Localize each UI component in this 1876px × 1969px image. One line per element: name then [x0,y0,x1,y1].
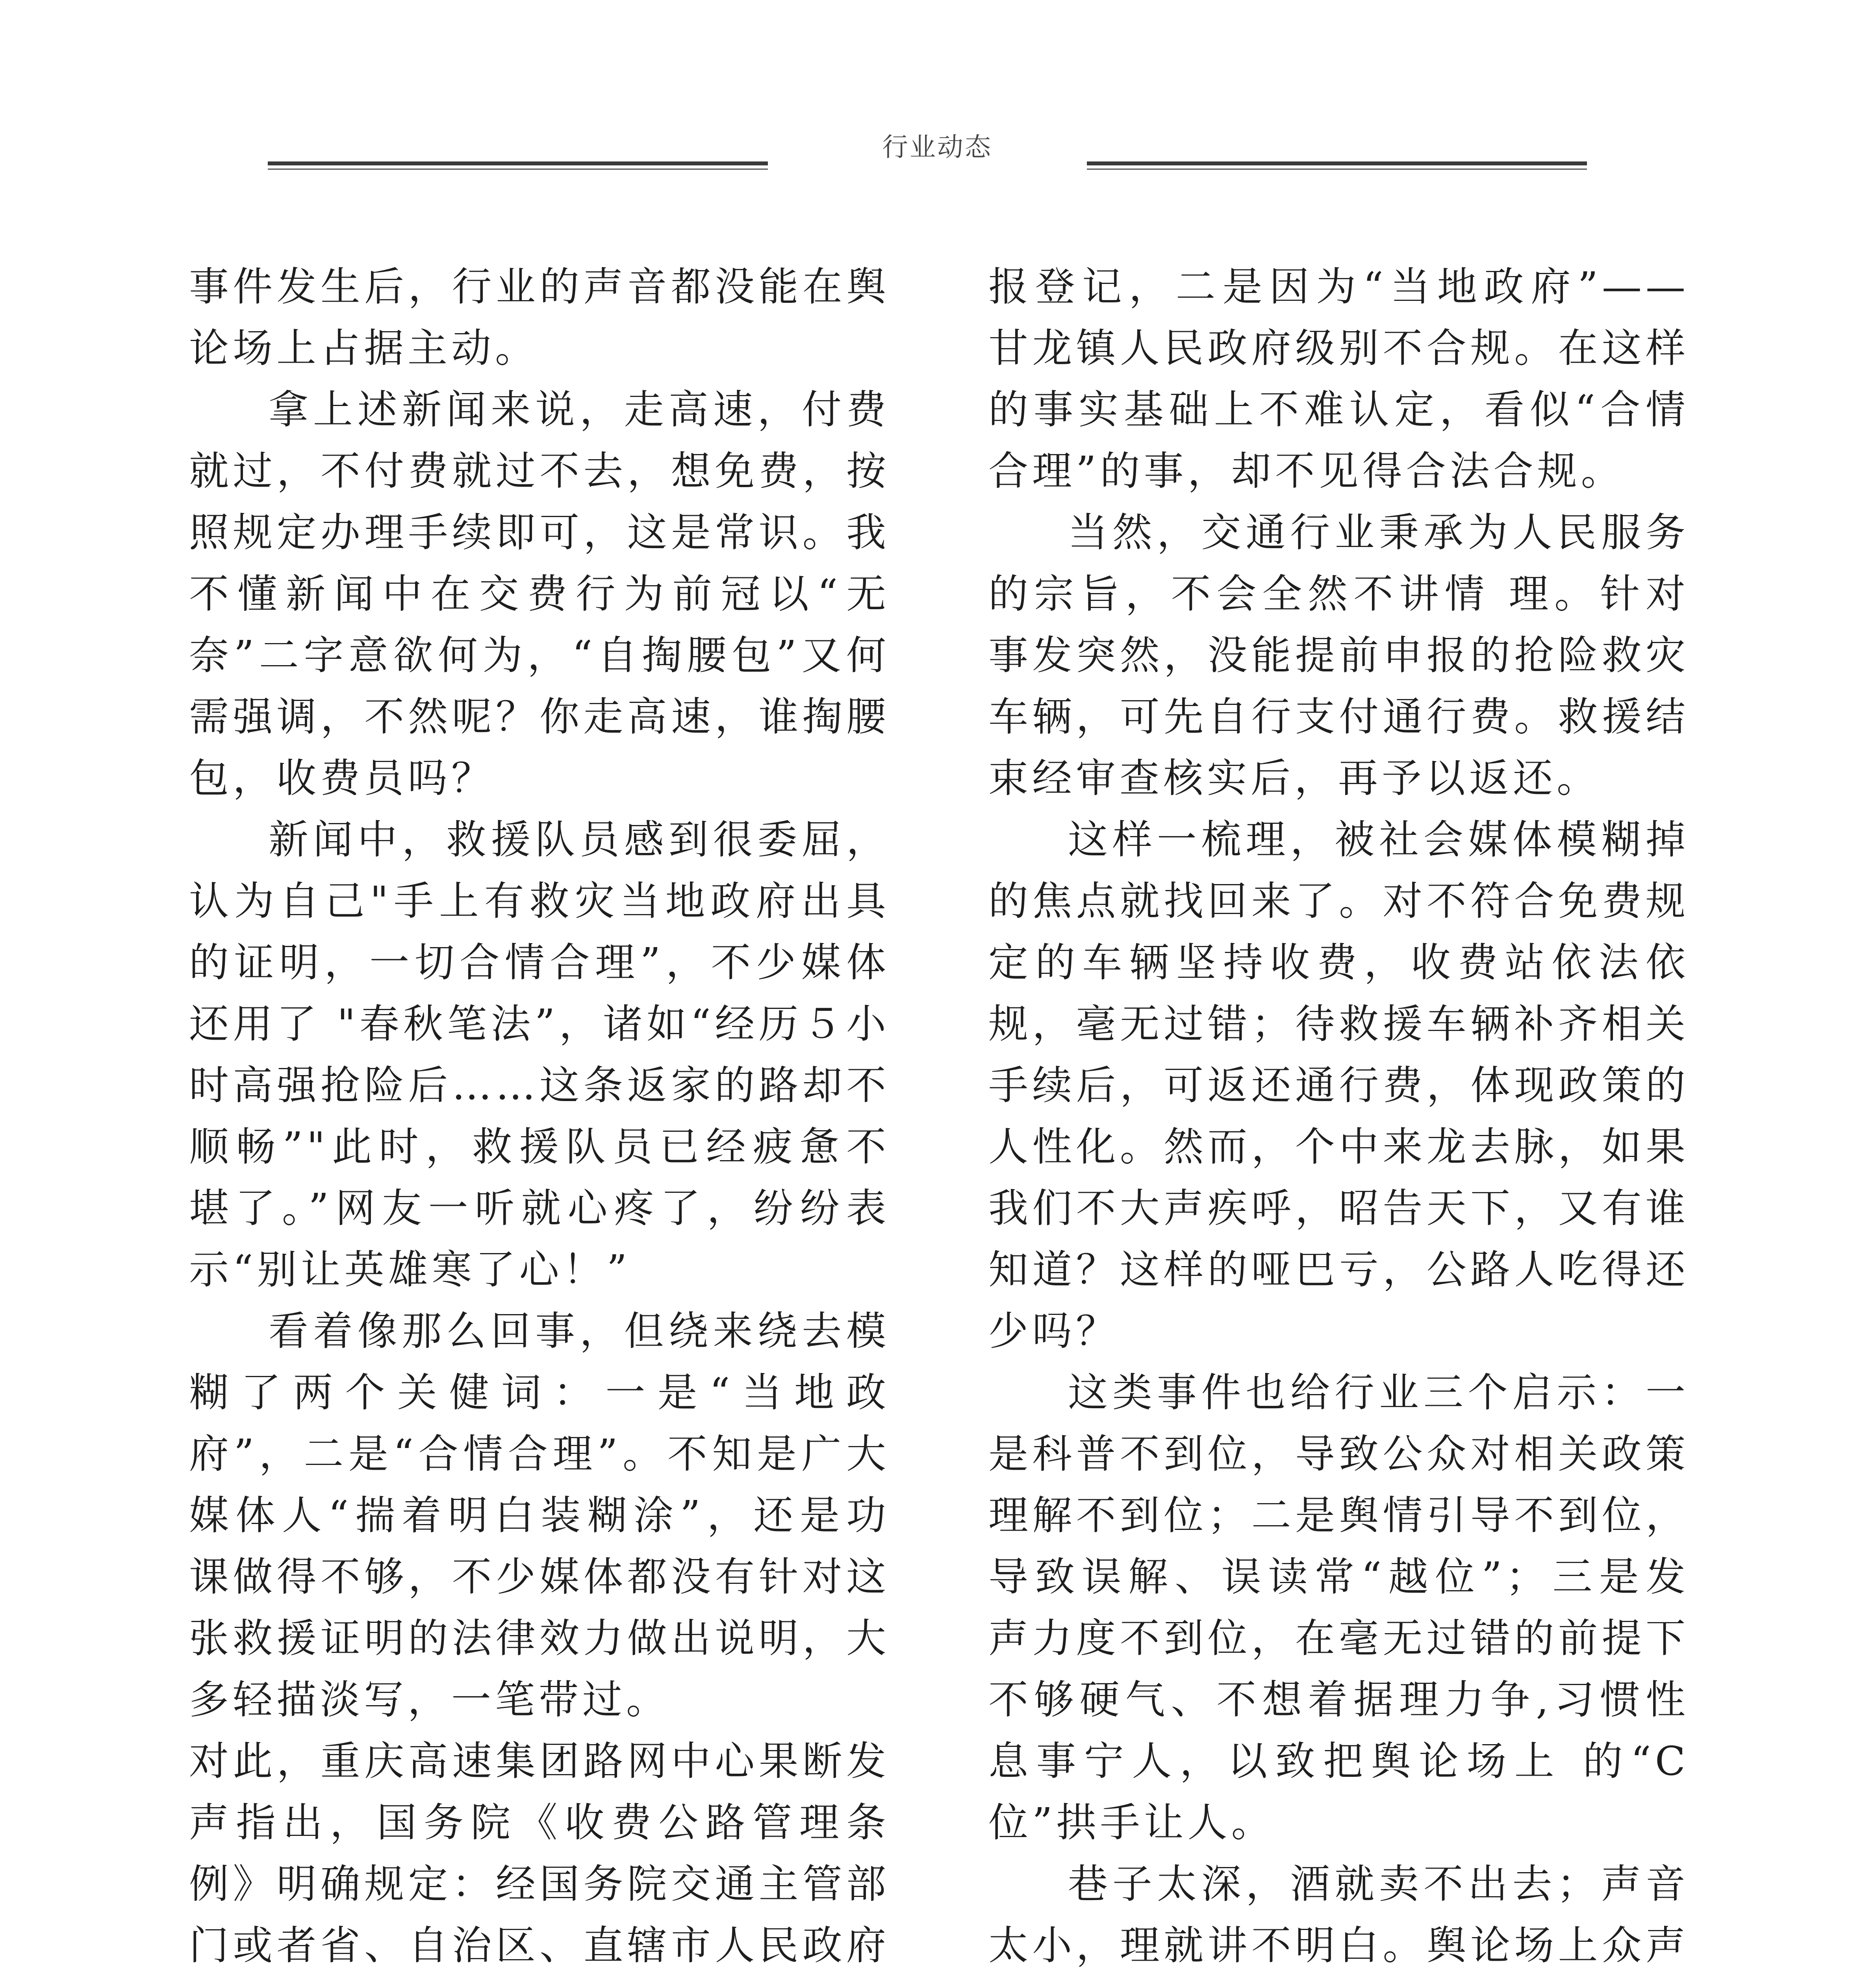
header-rule-left [268,161,768,165]
paragraph: 对此，重庆高速集团路网中心果断发声指出，国务院《收费公路管理条例》明确规定：经国务院交通主管部门或者省、自治区、直辖市人民政府 [189,1738,890,1969]
paragraph: 巷子太深，酒就卖不出去；声音太小，理就讲不明白。舆论场上众声 [988,1861,1689,1969]
paragraph: 当然，交通行业秉承为人民服务的宗旨，不会全然不讲情 理。针对事发突然，没能提前申报的抢险救灾车辆，可先自行支付通行费。救援结束经审查核实后，再予以返还。 [988,509,1689,801]
paragraph: 看着像那么回事，但绕来绕去模糊了两个关健词：一是“当地政府”，二是“合情合理”。不知是广大媒体人“揣着明白装糊涂”，还是功课做得不够，不少媒体都没有针对这张救援证明的法律效力做出说明，大多轻描淡写，一笔带过。 [189,1308,890,1723]
paragraph: 事件发生后，行业的声音都没能在舆论场上占据主动。 [189,263,890,371]
paragraph: 拿上述新闻来说，走高速，付费就过，不付费就过不去，想免费，按照规定办理手续即可，这是常识。我不懂新闻中在交费行为前冠以“无奈”二字意欲何为，“自掏腰包”又何需强调，不然呢？你走高速，谁掏腰包，收费员吗？ [189,386,890,801]
right-column [988,256,1689,1969]
paragraph: 这样一梳理，被社会媒体模糊掉的焦点就找回来了。对不符合免费规定的车辆坚持收费，收费站依法依规，毫无过错；待救援车辆补齐相关手续后，可返还通行费，体现政策的人性化。然而，个中来龙去脉，如果我们不大声疾呼，昭告天下，又有谁知道？这样的哑巴亏，公路人吃得还少吗？ [988,816,1689,1354]
paragraph: 报登记，二是因为“当地政府”——甘龙镇人民政府级别不合规。在这样的事实基础上不难认定，看似“合情合理”的事，却不见得合法合规。 [988,263,1689,494]
header-rule-right [1087,161,1587,165]
left-column [189,256,890,1969]
section-header-title: 行业动态 [882,132,992,162]
paragraph: 新闻中，救援队员感到很委屈，认为自己"手上有救灾当地政府出具的证明，一切合情合理”，不少媒体还用了 "春秋笔法”，诸如“经历５小时高强抢险后……这条返家的路却不顺畅”"此时，救援队员已经疲惫不堪了。”网友一听就心疼了，纷纷表示“别让英雄寒了心！” [189,816,890,1293]
paragraph: 这类事件也给行业三个启示：一是科普不到位，导致公众对相关政策理解不到位；二是舆情引导不到位，导致误解、误读常“越位”；三是发声力度不到位，在毫无过错的前提下不够硬气、不想着据理力争,习惯性息事宁人，以致把舆论场上 的“C位”拱手让人。 [988,1369,1689,1846]
